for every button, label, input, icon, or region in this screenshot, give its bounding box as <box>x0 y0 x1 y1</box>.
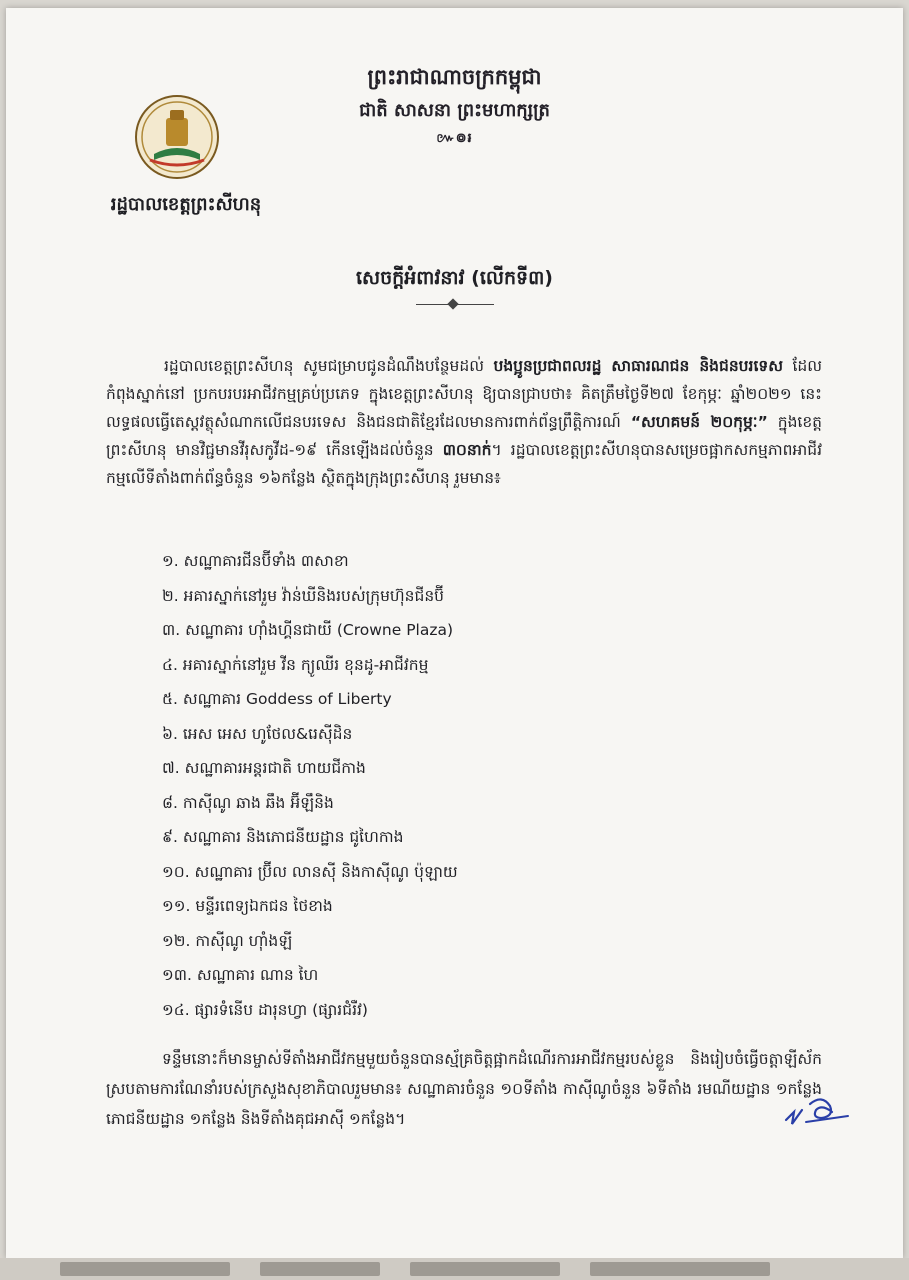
intro-bold-audience: បងប្អូនប្រជាពលរដ្ឋ សាធារណជន និងជនបរទេស <box>493 357 783 375</box>
list-item: ៧. សណ្ឋាគារអន្តរជាតិ ហាយជីកាង <box>162 759 366 777</box>
intro-text-1: រដ្ឋបាលខេត្តព្រះសីហនុ សូមជម្រាបជូនដំណឹងបន្ថែមដល់ <box>164 357 494 375</box>
header-ornament: ៚៙៛ <box>436 131 473 146</box>
list-item: ៥. សណ្ឋាគារ Goddess of Liberty <box>162 690 392 708</box>
intro-text-3: ក្នុងខេត្តព្រះសីហនុ មានវិជ្ជមានវីរុសកូវីដ-១៩ កើនឡើងដល់ចំនួន <box>106 413 822 459</box>
list-item: ១៣. សណ្ឋាគារ ណាន ហៃ <box>162 966 319 984</box>
issuer-name: រដ្ឋបាលខេត្តព្រះសីហនុ <box>110 194 262 215</box>
closing-paragraph <box>106 1044 822 1134</box>
document-title: សេចក្តីអំពាវនាវ (លើកទី៣) <box>355 267 553 289</box>
closing-text: ទន្ទឹមនោះក៏មានម្ចាស់ទីតាំងអាជីវកម្មមួយចំនួនបានស្ម័គ្រចិត្តផ្អាកដំណើរការអាជីវកម្មរបស់ខ្លួន និងរៀបចំធ្វើចត្តាឡីស័កស្របតាមការណែនាំរបស់ក្រសួងសុខាភិបាលរួមមាន៖ សណ្ឋាគារចំនួន ១០ទីតាំង កាស៊ីណូចំនួន ៦ទីតាំង រមណីយដ្ឋាន ១កន្លែង ភោជនីយដ្ឋាន ១កន្លែង និងទីតាំងគុជអាស៊ី ១កន្លែង។ <box>106 1050 822 1128</box>
list-item: ៨. កាស៊ីណូ ឆាង ឆឹង អ៊ីឡឹនិង <box>162 793 334 812</box>
list-item: ១០. សណ្ឋាគារ ប្រ៊ីល លានស៊ី និងកាស៊ីណូ ប៉ុឡាយ <box>162 862 458 881</box>
next-page-edge <box>0 1258 909 1280</box>
provincial-seal-icon <box>134 94 220 180</box>
document-page <box>6 8 903 1258</box>
list-item: ៦. អេស អេស ហូថែល&រេស៊ីដិន <box>162 724 353 743</box>
handwritten-initials-icon <box>782 1090 852 1132</box>
list-item: ១១. មន្ទីរពេទ្យឯកជន ថៃខាង <box>162 897 333 915</box>
list-item: ១. សណ្ឋាគារជីនប៊ីទាំង ៣សាខា <box>162 552 349 570</box>
kingdom-title: ព្រះរាជាណាចក្រកម្ពុជា <box>367 65 542 89</box>
list-item: ១៤. ផ្សារទំនើប ដារុនហ្វា (ផ្សារជំរឺវ) <box>162 1000 368 1019</box>
intro-bold-event: “សហគមន៍ ២០កុម្ភៈ” <box>630 413 768 431</box>
title-divider <box>416 304 494 305</box>
list-item: ៣. សណ្ឋាគារ ហ៊ាំងហ្គីនជាយី (Crowne Plaza) <box>162 621 454 639</box>
location-list <box>162 544 822 1027</box>
intro-text-2: ដែលកំពុងស្នាក់នៅ ប្រកបរបរអាជីវកម្មគ្រប់ប្រភេទ ក្នុងខេត្តព្រះសីហនុ ឱ្យបានជ្រាបថា៖ គិតត្រឹមថ្ងៃទី២៧ ខែកុម្ភៈ ឆ្នាំ២០២១ នេះ លទ្ធផលធ្វើតេស្តវត្ថុសំណាកលើជនបរទេស និងជនជាតិខ្មែរដែលមានការពាក់ព័ន្ធព្រឹត្តិការណ៍ <box>106 357 822 431</box>
list-item: ២. អគារស្នាក់នៅរួម វ៉ាន់ឃីនិងរបស់ក្រុមហ៊ុនជីនប៊ី <box>162 586 445 605</box>
national-motto: ជាតិ សាសនា ព្រះមហាក្សត្រ <box>359 100 550 121</box>
list-item: ៩. សណ្ឋាគារ និងភោជនីយដ្ឋាន ជូហៃកាង <box>162 828 404 846</box>
list-item: ៤. អគារស្នាក់នៅរួម វីន ក្យូឈីរ ខុនដូ-អាជីវកម្ម <box>162 655 429 674</box>
intro-paragraph <box>106 352 822 492</box>
list-item: ១២. កាស៊ីណូ ហ៊ាំងឡី <box>162 931 293 950</box>
intro-text-4: ។ រដ្ឋបាលខេត្តព្រះសីហនុបានសម្រេចផ្អាកសកម្មភាពអាជីវកម្មលើទីតាំងពាក់ព័ន្ធចំនួន ១៦កន្លែង ស្ថិតក្នុងក្រុងព្រះសីហនុ រួមមាន៖ <box>106 441 822 487</box>
intro-bold-count: ៣០នាក់ <box>442 441 492 459</box>
